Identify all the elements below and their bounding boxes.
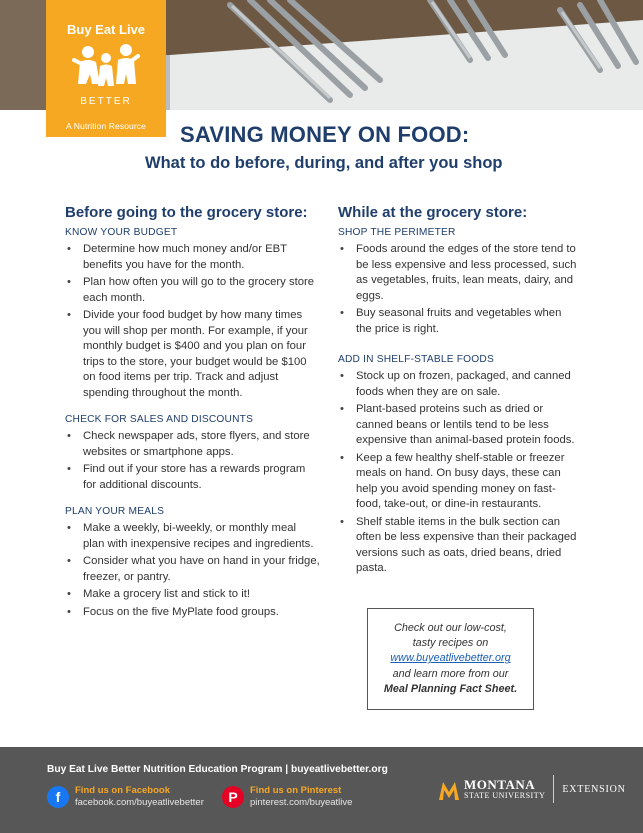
list-item: • Divide your food budget by how many times you will shop per month. For example, if your monthly budget is $400 and you plan on four trips to the store, your budget would be $100 on food items per trip. Track and adjust spending throughout the month. xyxy=(83,308,320,401)
list-item: • Buy seasonal fruits and vegetables when the price is right. xyxy=(356,306,578,337)
list-item: • Check newspaper ads, store flyers, and store websites or smartphone apps. xyxy=(83,429,320,460)
list-item: • Consider what you have on hand in your fridge, freezer, or pantry. xyxy=(83,554,320,585)
logo-wordmark-top: Buy Eat Live xyxy=(66,22,146,37)
callout-line: tasty recipes on xyxy=(412,637,489,650)
list-item: • Plant-based proteins such as dried or canned beans or lentils tend to be less expensive than animal-based protein foods. xyxy=(356,402,578,449)
pinterest-link[interactable] xyxy=(222,785,352,809)
page-subtitle: What to do before, during, and after you shop xyxy=(145,154,503,172)
section-title: CHECK FOR SALES AND DISCOUNTS xyxy=(65,414,254,425)
pinterest-label: Find us on Pinterest xyxy=(250,785,342,796)
pinterest-url: pinterest.com/buyeatlive xyxy=(250,797,353,808)
list-item: • Make a weekly, bi-weekly, or monthly meal plan with inexpensive recipes and ingredients. xyxy=(83,521,320,552)
list-item: • Foods around the edges of the store tend to be less expensive and less processed, such as vegetables, fruits, lean meats, dairy, and eggs. xyxy=(356,242,578,304)
bullet-list xyxy=(65,521,320,620)
callout-line: and learn more from our xyxy=(392,667,509,680)
facebook-icon: f xyxy=(47,786,69,808)
extension-label: EXTENSION xyxy=(562,783,626,795)
footer xyxy=(0,747,643,833)
fact-sheet-link[interactable]: Meal Planning Fact Sheet. xyxy=(383,682,518,695)
section-title: SHOP THE PERIMETER xyxy=(338,227,456,238)
left-column-heading: Before going to the grocery store: xyxy=(65,204,308,221)
msu-mountain-icon xyxy=(438,776,460,802)
logo-wordmark-bottom: BETTER xyxy=(80,96,132,107)
list-item: • Shelf stable items in the bulk section can often be less expensive than their packaged versions such as oats, dried beans, dried pasta. xyxy=(356,515,578,577)
divider xyxy=(553,775,554,803)
logo-tagline: A Nutrition Resource xyxy=(66,121,146,131)
logo-figures-icon xyxy=(46,0,166,118)
list-item: • Keep a few healthy shelf-stable or freezer meals on hand. On busy days, these can help you avoid spending money on fast-food, take-out, or dine-in restaurants. xyxy=(356,451,578,513)
section-title: PLAN YOUR MEALS xyxy=(65,506,165,517)
msu-extension-logo xyxy=(438,775,626,803)
website-link[interactable]: www.buyeatlivebetter.org xyxy=(390,652,511,665)
university-name: MONTANA xyxy=(464,777,536,792)
list-item: • Focus on the five MyPlate food groups. xyxy=(83,605,320,621)
university-sub: STATE UNIVERSITY xyxy=(464,791,546,800)
bullet-list xyxy=(65,429,320,493)
bullet-list xyxy=(65,242,320,401)
right-column xyxy=(338,204,578,589)
list-item: • Make a grocery list and stick to it! xyxy=(83,587,320,603)
callout-line: Check out our low-cost, xyxy=(394,622,507,634)
facebook-label: Find us on Facebook xyxy=(75,785,171,796)
list-item: • Determine how much money and/or EBT benefits you have for the month. xyxy=(83,242,320,273)
section-title: KNOW YOUR BUDGET xyxy=(65,227,178,238)
right-column-heading: While at the grocery store: xyxy=(338,204,528,221)
page-title: SAVING MONEY ON FOOD: xyxy=(180,122,470,147)
facebook-link[interactable] xyxy=(47,785,204,809)
pinterest-icon: P xyxy=(222,786,244,808)
section-title: ADD IN SHELF-STABLE FOODS xyxy=(338,354,494,365)
buy-eat-live-better-logo xyxy=(46,0,166,137)
program-name: Buy Eat Live Better Nutrition Education Program | buyeatlivebetter.org xyxy=(47,764,388,775)
left-column xyxy=(65,204,320,632)
recipes-callout xyxy=(367,608,534,710)
list-item: • Stock up on frozen, packaged, and canned foods when they are on sale. xyxy=(356,369,578,400)
list-item: • Plan how often you will go to the grocery store each month. xyxy=(83,275,320,306)
bullet-list xyxy=(338,242,578,337)
list-item: • Find out if your store has a rewards program for additional discounts. xyxy=(83,462,320,493)
bullet-list xyxy=(338,369,578,577)
facebook-url: facebook.com/buyeatlivebetter xyxy=(75,797,204,808)
